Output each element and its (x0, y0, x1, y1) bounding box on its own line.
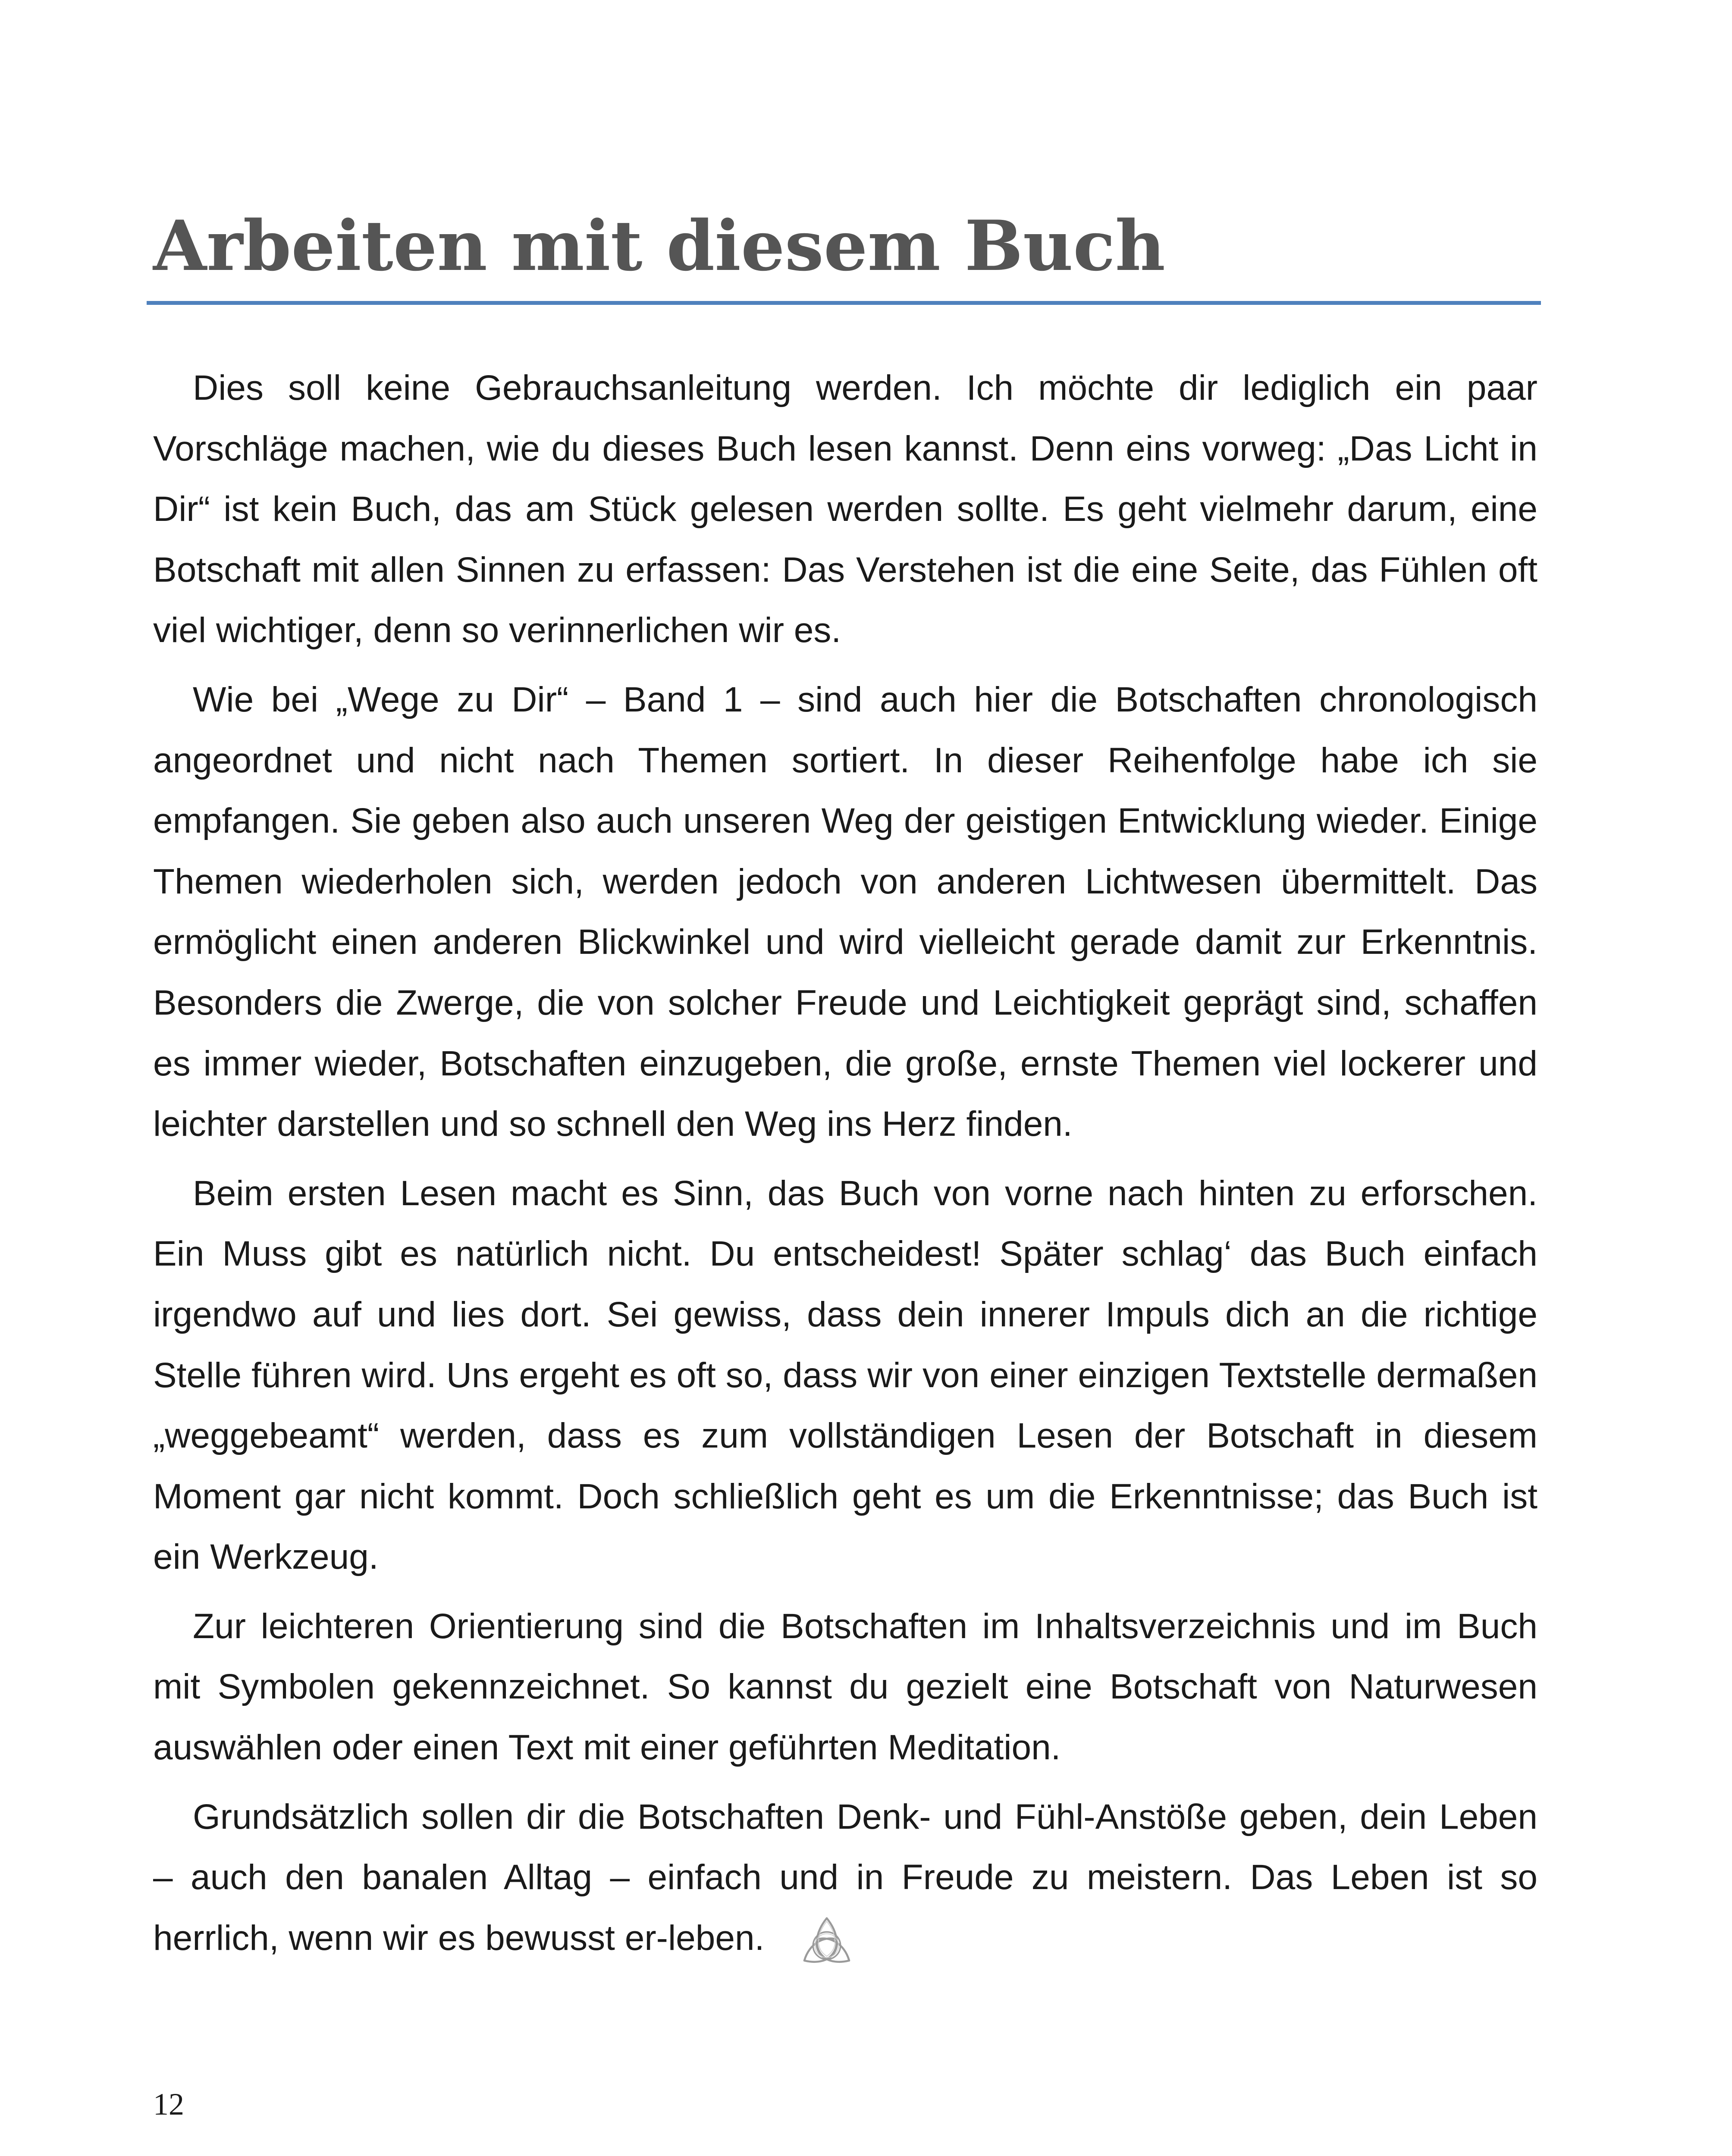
triquetra-icon (794, 1913, 859, 1969)
paragraph-2: Wie bei „Wege zu Dir“ – Band 1 – sind auch hier die Botschaften chronologisch angeordnet und nicht nach Themen sortiert. In dieser Reihenfolge habe ich sie empfangen. Sie geben also auch unseren Weg der geistigen Entwicklung wieder. Einige Themen wiederholen sich, werden jedoch von anderen Lichtwesen übermittelt. Das ermöglicht einen anderen Blickwinkel und wird vielleicht gerade damit zur Erkenntnis. Besonders die Zwerge, die von solcher Freude und Leichtigkeit geprägt sind, schaffen es immer wieder, Botschaften einzugeben, die große, ernste Themen viel lockerer und leichter darstellen und so schnell den Weg ins Herz finden. (153, 680, 1537, 1144)
chapter-title: Arbeiten mit diesem Buch (153, 205, 1165, 286)
body-text (153, 358, 1537, 1978)
paragraph-5-text: Grundsätzlich sollen dir die Botschaften Denk- und Fühl-Anstöße geben, dein Leben – auch den banalen Alltag – einfach und in Freude zu meistern. Das Leben ist so herrlich, wenn wir es bewusst er-leben. (153, 1797, 1537, 1958)
paragraph-1: Dies soll keine Gebrauchsanleitung werden. Ich möchte dir lediglich ein paar Vorschläge machen, wie du dieses Buch lesen kannst. Denn eins vorweg: „Das Licht in Dir“ ist kein Buch, das am Stück gelesen werden sollte. Es geht vielmehr darum, eine Botschaft mit allen Sinnen zu erfassen: Das Verstehen ist die eine Seite, das Fühlen oft viel wichtiger, denn so verinnerlichen wir es. (153, 368, 1537, 650)
page-number: 12 (153, 2087, 184, 2122)
paragraph-4: Zur leichteren Orientierung sind die Botschaften im Inhaltsverzeichnis und im Buch mit Symbolen gekennzeichnet. So kannst du gezielt eine Botschaft von Naturwesen auswählen oder einen Text mit einer geführten Meditation. (153, 1606, 1537, 1767)
paragraph-3: Beim ersten Lesen macht es Sinn, das Buch von vorne nach hinten zu erforschen. Ein Muss gibt es natürlich nicht. Du entscheidest! Später schlag‘ das Buch einfach irgendwo auf und lies dort. Sei gewiss, dass dein innerer Impuls dich an die richtige Stelle führen wird. Uns ergeht es oft so, dass wir von einer einzigen Textstelle dermaßen „weggebeamt“ werden, dass es zum vollständigen Lesen der Botschaft in diesem Moment gar nicht kommt. Doch schließlich geht es um die Erkenntnisse; das Buch ist ein Werkzeug. (153, 1173, 1537, 1577)
title-underline-rule (147, 301, 1541, 305)
paragraph-5 (153, 1787, 1537, 1969)
